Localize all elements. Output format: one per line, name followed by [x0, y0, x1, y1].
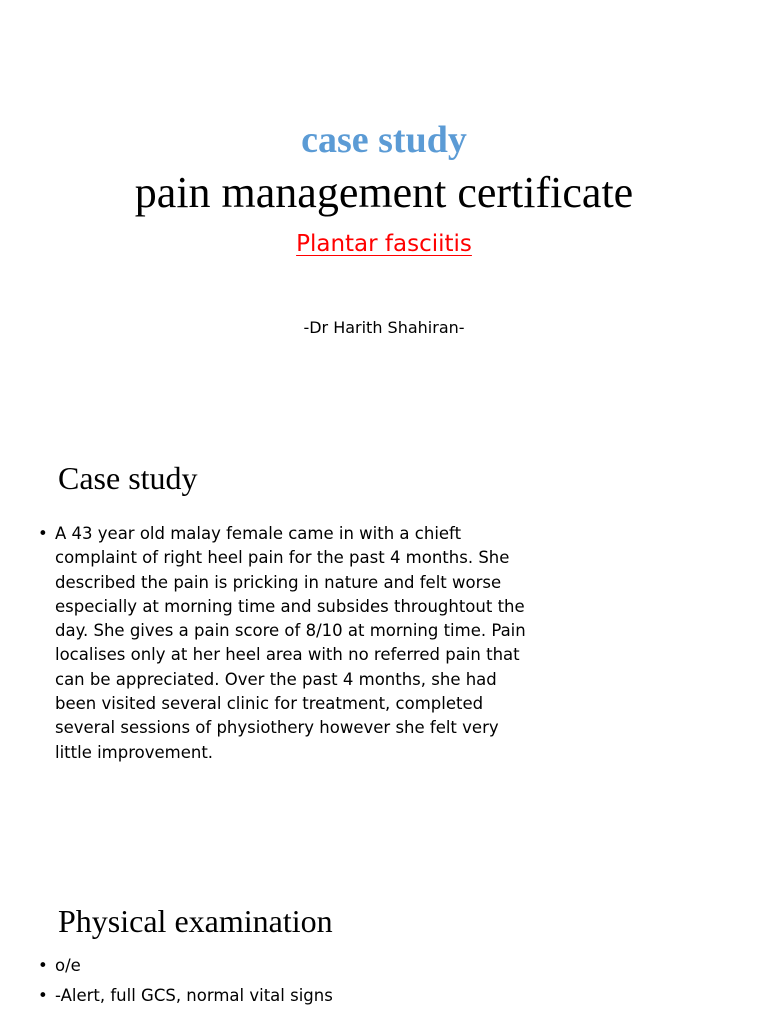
physical-exam-bullet-list	[38, 954, 638, 1015]
topic-plantar-fasciitis: Plantar fasciitis	[296, 231, 472, 257]
case-study-title: case study	[301, 119, 467, 161]
case-study-heading: Case study	[58, 460, 198, 496]
bullet-dot-icon: •	[38, 956, 48, 975]
bullet-dot-icon: •	[38, 524, 48, 543]
author-name: -Dr Harith Shahiran-	[303, 318, 465, 337]
case-study-bullet	[38, 522, 538, 765]
physical-exam-heading: Physical examination	[58, 903, 333, 939]
case-study-bullet-list	[38, 522, 538, 765]
physical-exam-bullet	[38, 954, 638, 978]
physical-exam-bullet-text: -Alert, full GCS, normal vital signs	[55, 986, 333, 1006]
certificate-subtitle: pain management certificate	[134, 168, 634, 217]
bullet-dot-icon: •	[38, 986, 48, 1006]
physical-exam-bullet-text: o/e	[55, 956, 81, 975]
case-study-bullet-text: A 43 year old malay female came in with a chieft complaint of right heel pain for the past 4 months. She described the pain is pricking in nature and felt worse especially at morning time and subsides throughtout the day. She gives a pain score of 8/10 at morning time. Pain localises only at her heel area with no referred pain that can be appreciated. Over the past 4 months, she had been visited several clinic for treatment, completed several sessions of physiothery however she felt very little improvement.	[55, 524, 526, 762]
physical-exam-bullet	[38, 984, 638, 1008]
